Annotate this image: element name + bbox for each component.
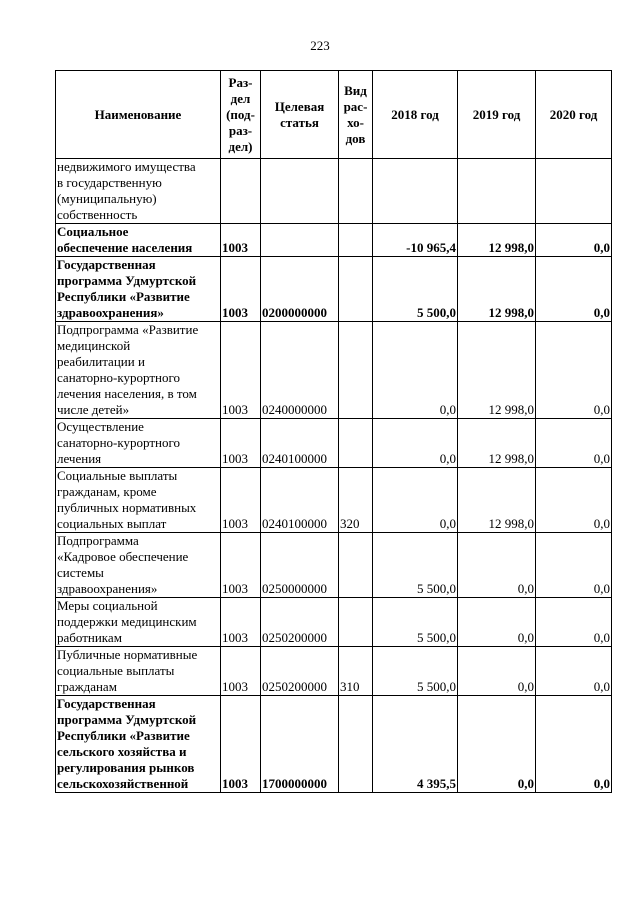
row-2019-cell: 0,0 [458,598,536,647]
row-2020-cell: 0,0 [536,224,612,257]
row-2018-cell: 5 500,0 [373,647,458,696]
row-2019-cell: 12 998,0 [458,257,536,322]
table-row [56,598,612,647]
row-2020-cell: 0,0 [536,468,612,533]
row-name-cell: Подпрограмма «Развитие медицинской реабилитации и санаторно-курортного лечения населения, в том числе детей» [56,322,221,419]
table-row [56,322,612,419]
table-row [56,533,612,598]
row-name-cell: Меры социальной поддержки медицинским работникам [56,598,221,647]
row-target-cell: 0250000000 [261,533,339,598]
row-expense-cell [339,533,373,598]
row-section-cell: 1003 [221,322,261,419]
row-expense-cell: 310 [339,647,373,696]
col-header-target: Целевая статья [261,71,339,159]
table-row [56,159,612,224]
row-2018-cell [373,159,458,224]
row-section-cell: 1003 [221,533,261,598]
col-header-2020: 2020 год [536,71,612,159]
table-row [56,468,612,533]
col-header-2019: 2019 год [458,71,536,159]
row-2019-cell: 12 998,0 [458,419,536,468]
row-section-cell: 1003 [221,224,261,257]
row-2020-cell: 0,0 [536,696,612,793]
table-row [56,696,612,793]
page-number: 223 [310,38,330,53]
row-section-cell [221,159,261,224]
row-name-cell: Государственная программа Удмуртской Республики «Развитие сельского хозяйства и регулирования рынков сельскохозяйственной [56,696,221,793]
row-expense-cell: 320 [339,468,373,533]
row-2019-cell: 12 998,0 [458,322,536,419]
row-2019-cell: 12 998,0 [458,468,536,533]
row-2020-cell: 0,0 [536,257,612,322]
row-target-cell [261,224,339,257]
row-section-cell: 1003 [221,419,261,468]
table-row [56,419,612,468]
row-2018-cell: 0,0 [373,322,458,419]
row-target-cell: 0240100000 [261,468,339,533]
row-target-cell: 0250200000 [261,598,339,647]
row-2018-cell: 5 500,0 [373,533,458,598]
table-row [56,224,612,257]
row-name-cell: Публичные нормативные социальные выплаты гражданам [56,647,221,696]
row-2018-cell: -10 965,4 [373,224,458,257]
row-target-cell [261,159,339,224]
col-header-expense: Вид рас- хо- дов [339,71,373,159]
row-target-cell: 0240000000 [261,322,339,419]
row-2019-cell: 0,0 [458,647,536,696]
row-2020-cell: 0,0 [536,419,612,468]
table-row [56,257,612,322]
table-row [56,647,612,696]
row-2018-cell: 0,0 [373,468,458,533]
row-section-cell: 1003 [221,257,261,322]
row-expense-cell [339,598,373,647]
col-header-2018: 2018 год [373,71,458,159]
row-section-cell: 1003 [221,647,261,696]
row-2019-cell [458,159,536,224]
row-section-cell: 1003 [221,598,261,647]
row-2019-cell: 12 998,0 [458,224,536,257]
budget-table [55,70,612,793]
row-name-cell: Государственная программа Удмуртской Республики «Развитие здравоохранения» [56,257,221,322]
col-header-section: Раз- дел (под- раз- дел) [221,71,261,159]
row-2020-cell: 0,0 [536,598,612,647]
row-section-cell: 1003 [221,468,261,533]
row-2020-cell: 0,0 [536,322,612,419]
row-expense-cell [339,419,373,468]
row-expense-cell [339,257,373,322]
row-name-cell: Осуществление санаторно-курортного лечения [56,419,221,468]
row-2018-cell: 4 395,5 [373,696,458,793]
row-section-cell: 1003 [221,696,261,793]
row-2018-cell: 0,0 [373,419,458,468]
row-expense-cell [339,224,373,257]
row-expense-cell [339,322,373,419]
row-target-cell: 0240100000 [261,419,339,468]
row-name-cell: Подпрограмма «Кадровое обеспечение системы здравоохранения» [56,533,221,598]
row-target-cell: 1700000000 [261,696,339,793]
row-expense-cell [339,159,373,224]
row-2018-cell: 5 500,0 [373,257,458,322]
row-name-cell: Социальные выплаты гражданам, кроме публичных нормативных социальных выплат [56,468,221,533]
row-2019-cell: 0,0 [458,696,536,793]
header-row [56,71,612,159]
row-target-cell: 0200000000 [261,257,339,322]
row-2020-cell [536,159,612,224]
row-2020-cell: 0,0 [536,533,612,598]
row-target-cell: 0250200000 [261,647,339,696]
row-expense-cell [339,696,373,793]
row-name-cell: Социальное обеспечение населения [56,224,221,257]
col-header-name: Наименование [56,71,221,159]
row-2018-cell: 5 500,0 [373,598,458,647]
row-name-cell: недвижимого имущества в государственную (муниципальную) собственность [56,159,221,224]
row-2019-cell: 0,0 [458,533,536,598]
row-2020-cell: 0,0 [536,647,612,696]
